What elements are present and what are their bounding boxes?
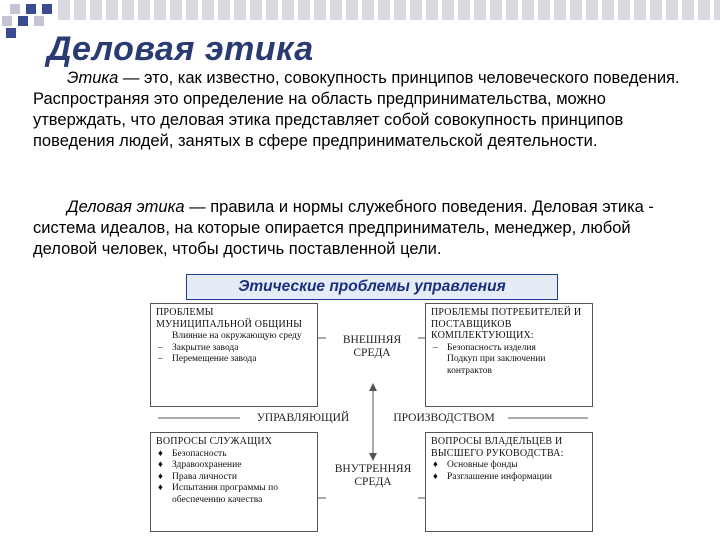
corner-decoration bbox=[0, 0, 720, 30]
box-consumers-heading: ПРОБЛЕМЫ ПОТРЕБИТЕЛЕЙ И ПОСТАВЩИКОВ КОМПЛЕКТУЮЩИХ: bbox=[431, 307, 582, 341]
list-item: – Безопасность изделия bbox=[433, 342, 536, 353]
paragraph-ethics-definition bbox=[33, 68, 683, 152]
paragraph1-text: — это, как известно, совокупность принципов человеческого поведения. Распространяя это определение на область предпринимательства, можно утверждать, что деловая этика представляет собой совокупность принципов поведения людей, занятых в сфере предпринимательской деятельности. bbox=[33, 69, 680, 150]
term-business-ethics: Деловая этика bbox=[67, 198, 185, 216]
label-production: ПРОИЗВОДСТВОМ bbox=[393, 412, 495, 424]
list-item: ♦ Здравоохранение bbox=[158, 460, 242, 470]
list-item: Влияние на окружающую среду bbox=[172, 331, 302, 341]
list-item: ♦ Испытания программы по обеспечению качества bbox=[158, 483, 279, 505]
box-employee-issues bbox=[150, 432, 318, 532]
list-item: ♦ Права личности bbox=[158, 471, 237, 482]
label-managing: УПРАВЛЯЮЩИЙ bbox=[256, 412, 350, 424]
list-item: ♦ Разглашение информации bbox=[433, 471, 553, 482]
page-title: Деловая этика bbox=[47, 30, 314, 68]
list-item: ♦ Безопасность bbox=[158, 448, 227, 459]
box-municipal-heading: ПРОБЛЕМЫ МУНИЦИПАЛЬНОЙ ОБЩИНЫ bbox=[156, 307, 303, 330]
diagram-title-banner: Этические проблемы управления bbox=[186, 274, 558, 300]
paragraph-business-ethics bbox=[33, 197, 683, 260]
list-item: – Перемещение завода bbox=[158, 354, 257, 364]
box-owners-heading: ВОПРОСЫ ВЛАДЕЛЬЦЕВ И ВЫСШЕГО РУКОВОДСТВА: bbox=[431, 436, 564, 459]
box-owners-management bbox=[425, 432, 593, 532]
box-consumers-suppliers bbox=[425, 303, 593, 407]
list-item: – Закрытие завода bbox=[158, 342, 239, 353]
label-external-environment: ВНЕШНЯЯ СРЕДА bbox=[342, 334, 402, 359]
list-item: Подкуп при заключении контрактов bbox=[447, 354, 546, 376]
term-ethics: Этика bbox=[67, 69, 119, 87]
ethics-problems-diagram bbox=[148, 298, 598, 534]
list-item: ♦ Основные фонды bbox=[433, 460, 518, 470]
paragraph2-text: — правила и нормы служебного поведения. Деловая этика - система идеалов, на которые опирается предприниматель, менеджер, любой деловой человек, чтобы достичь поставленной цели. bbox=[33, 198, 654, 258]
box-municipal-community bbox=[150, 303, 318, 407]
label-internal-environment: ВНУТРЕННЯЯ СРЕДА bbox=[334, 463, 412, 488]
box-employee-heading: ВОПРОСЫ СЛУЖАЩИХ bbox=[156, 436, 273, 447]
